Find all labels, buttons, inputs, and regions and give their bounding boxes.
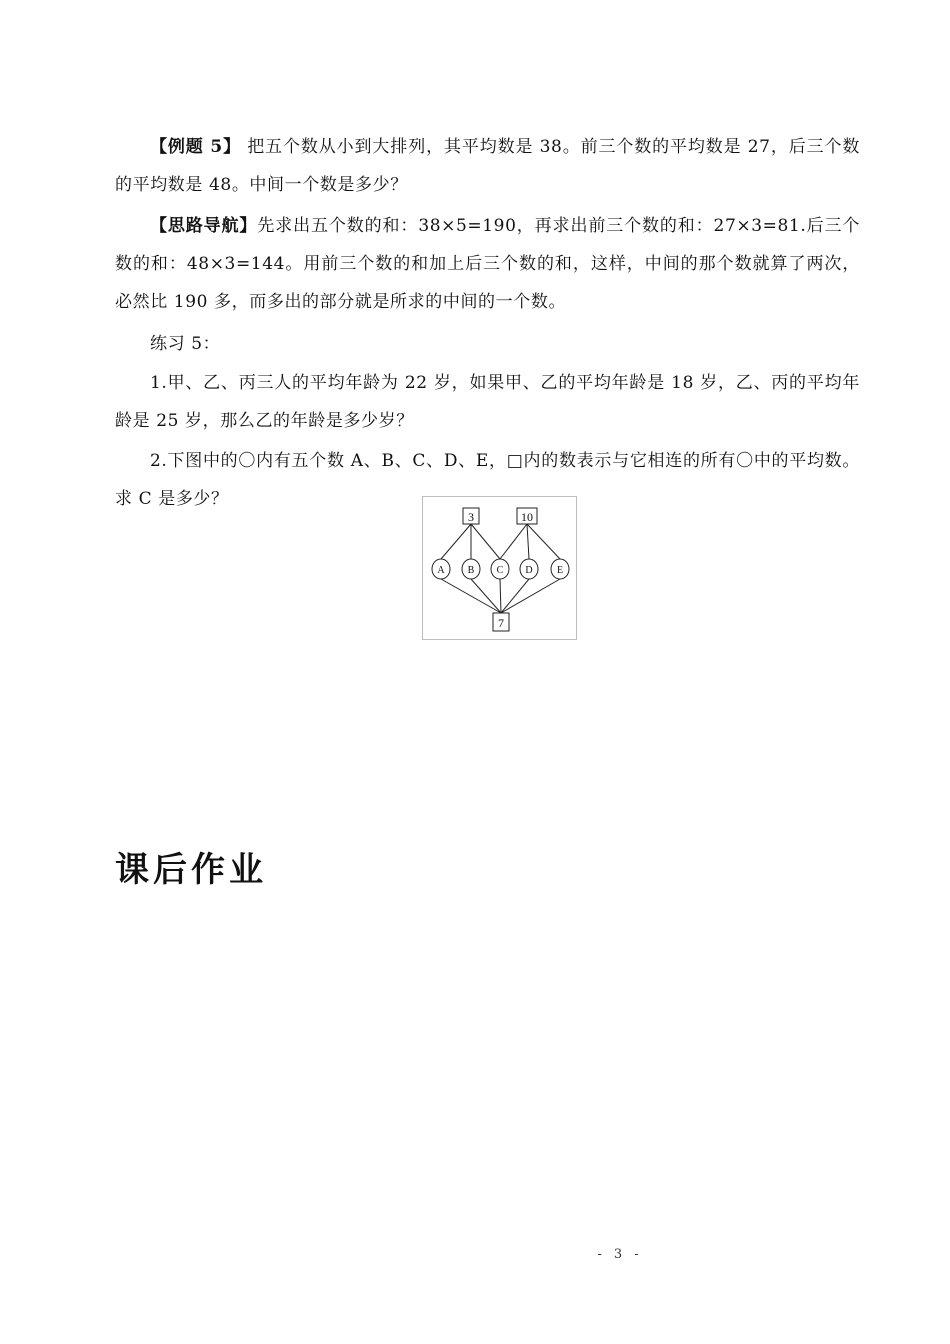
- line-a-bottom: [441, 579, 501, 613]
- circle-c: [491, 559, 509, 579]
- top-box-1-label: 3: [468, 510, 474, 524]
- line-e-bottom: [501, 579, 560, 613]
- example-label: 【例题 5】: [150, 137, 242, 157]
- line-top1-c: [471, 524, 500, 559]
- line-b-bottom: [471, 579, 501, 613]
- circle-a-label: A: [437, 565, 445, 576]
- circle-d: [520, 559, 538, 579]
- top-box-2-label: 10: [521, 510, 533, 524]
- practice-title: 练习 5：: [150, 334, 221, 354]
- top-box-2: [517, 508, 537, 524]
- bottom-box: [493, 613, 509, 631]
- circle-b: [462, 559, 480, 579]
- line-top2-d: [527, 524, 529, 559]
- circle-a: [432, 559, 450, 579]
- page-number: - 3 -: [597, 1247, 643, 1262]
- practice-question-2: 2.下图中的〇内有五个数 A、B、C、D、E，□内的数表示与它相连的所有〇中的平均数。求 C 是多少？: [115, 451, 860, 509]
- example-5-paragraph: [115, 128, 860, 204]
- line-top2-c: [500, 524, 527, 559]
- line-d-bottom: [501, 579, 529, 613]
- diagram-svg: [423, 497, 576, 639]
- line-top1-a: [441, 524, 471, 559]
- hint-paragraph: [115, 207, 860, 321]
- line-top2-e: [527, 524, 560, 559]
- circle-e-label: E: [556, 565, 564, 576]
- hint-label: 【思路导航】: [150, 216, 258, 236]
- bottom-box-label: 7: [498, 616, 504, 630]
- circle-d-label: D: [525, 565, 533, 576]
- circle-e: [551, 559, 569, 579]
- example-text: 把五个数从小到大排列，其平均数是 38。前三个数的平均数是 27，后三个数的平均数是 48。中间一个数是多少？: [115, 137, 860, 195]
- line-c-bottom: [500, 579, 501, 613]
- average-diagram: [422, 496, 577, 640]
- practice-question-1: 1.甲、乙、丙三人的平均年龄为 22 岁，如果甲、乙的平均年龄是 18 岁，乙、丙的平均年龄是 25 岁，那么乙的年龄是多少岁？: [115, 373, 860, 431]
- circle-c-label: C: [496, 565, 504, 576]
- circle-b-label: B: [467, 565, 475, 576]
- top-box-1: [463, 508, 479, 524]
- section-title: 课后作业: [115, 850, 267, 890]
- hint-text: 先求出五个数的和：38×5=190，再求出前三个数的和：27×3=81.后三个数的和：48×3=144。用前三个数的和加上后三个数的和，这样，中间的那个数就算了两次，必然比 190 多，而多出的部分就是所求的中间的一个数。: [115, 216, 860, 312]
